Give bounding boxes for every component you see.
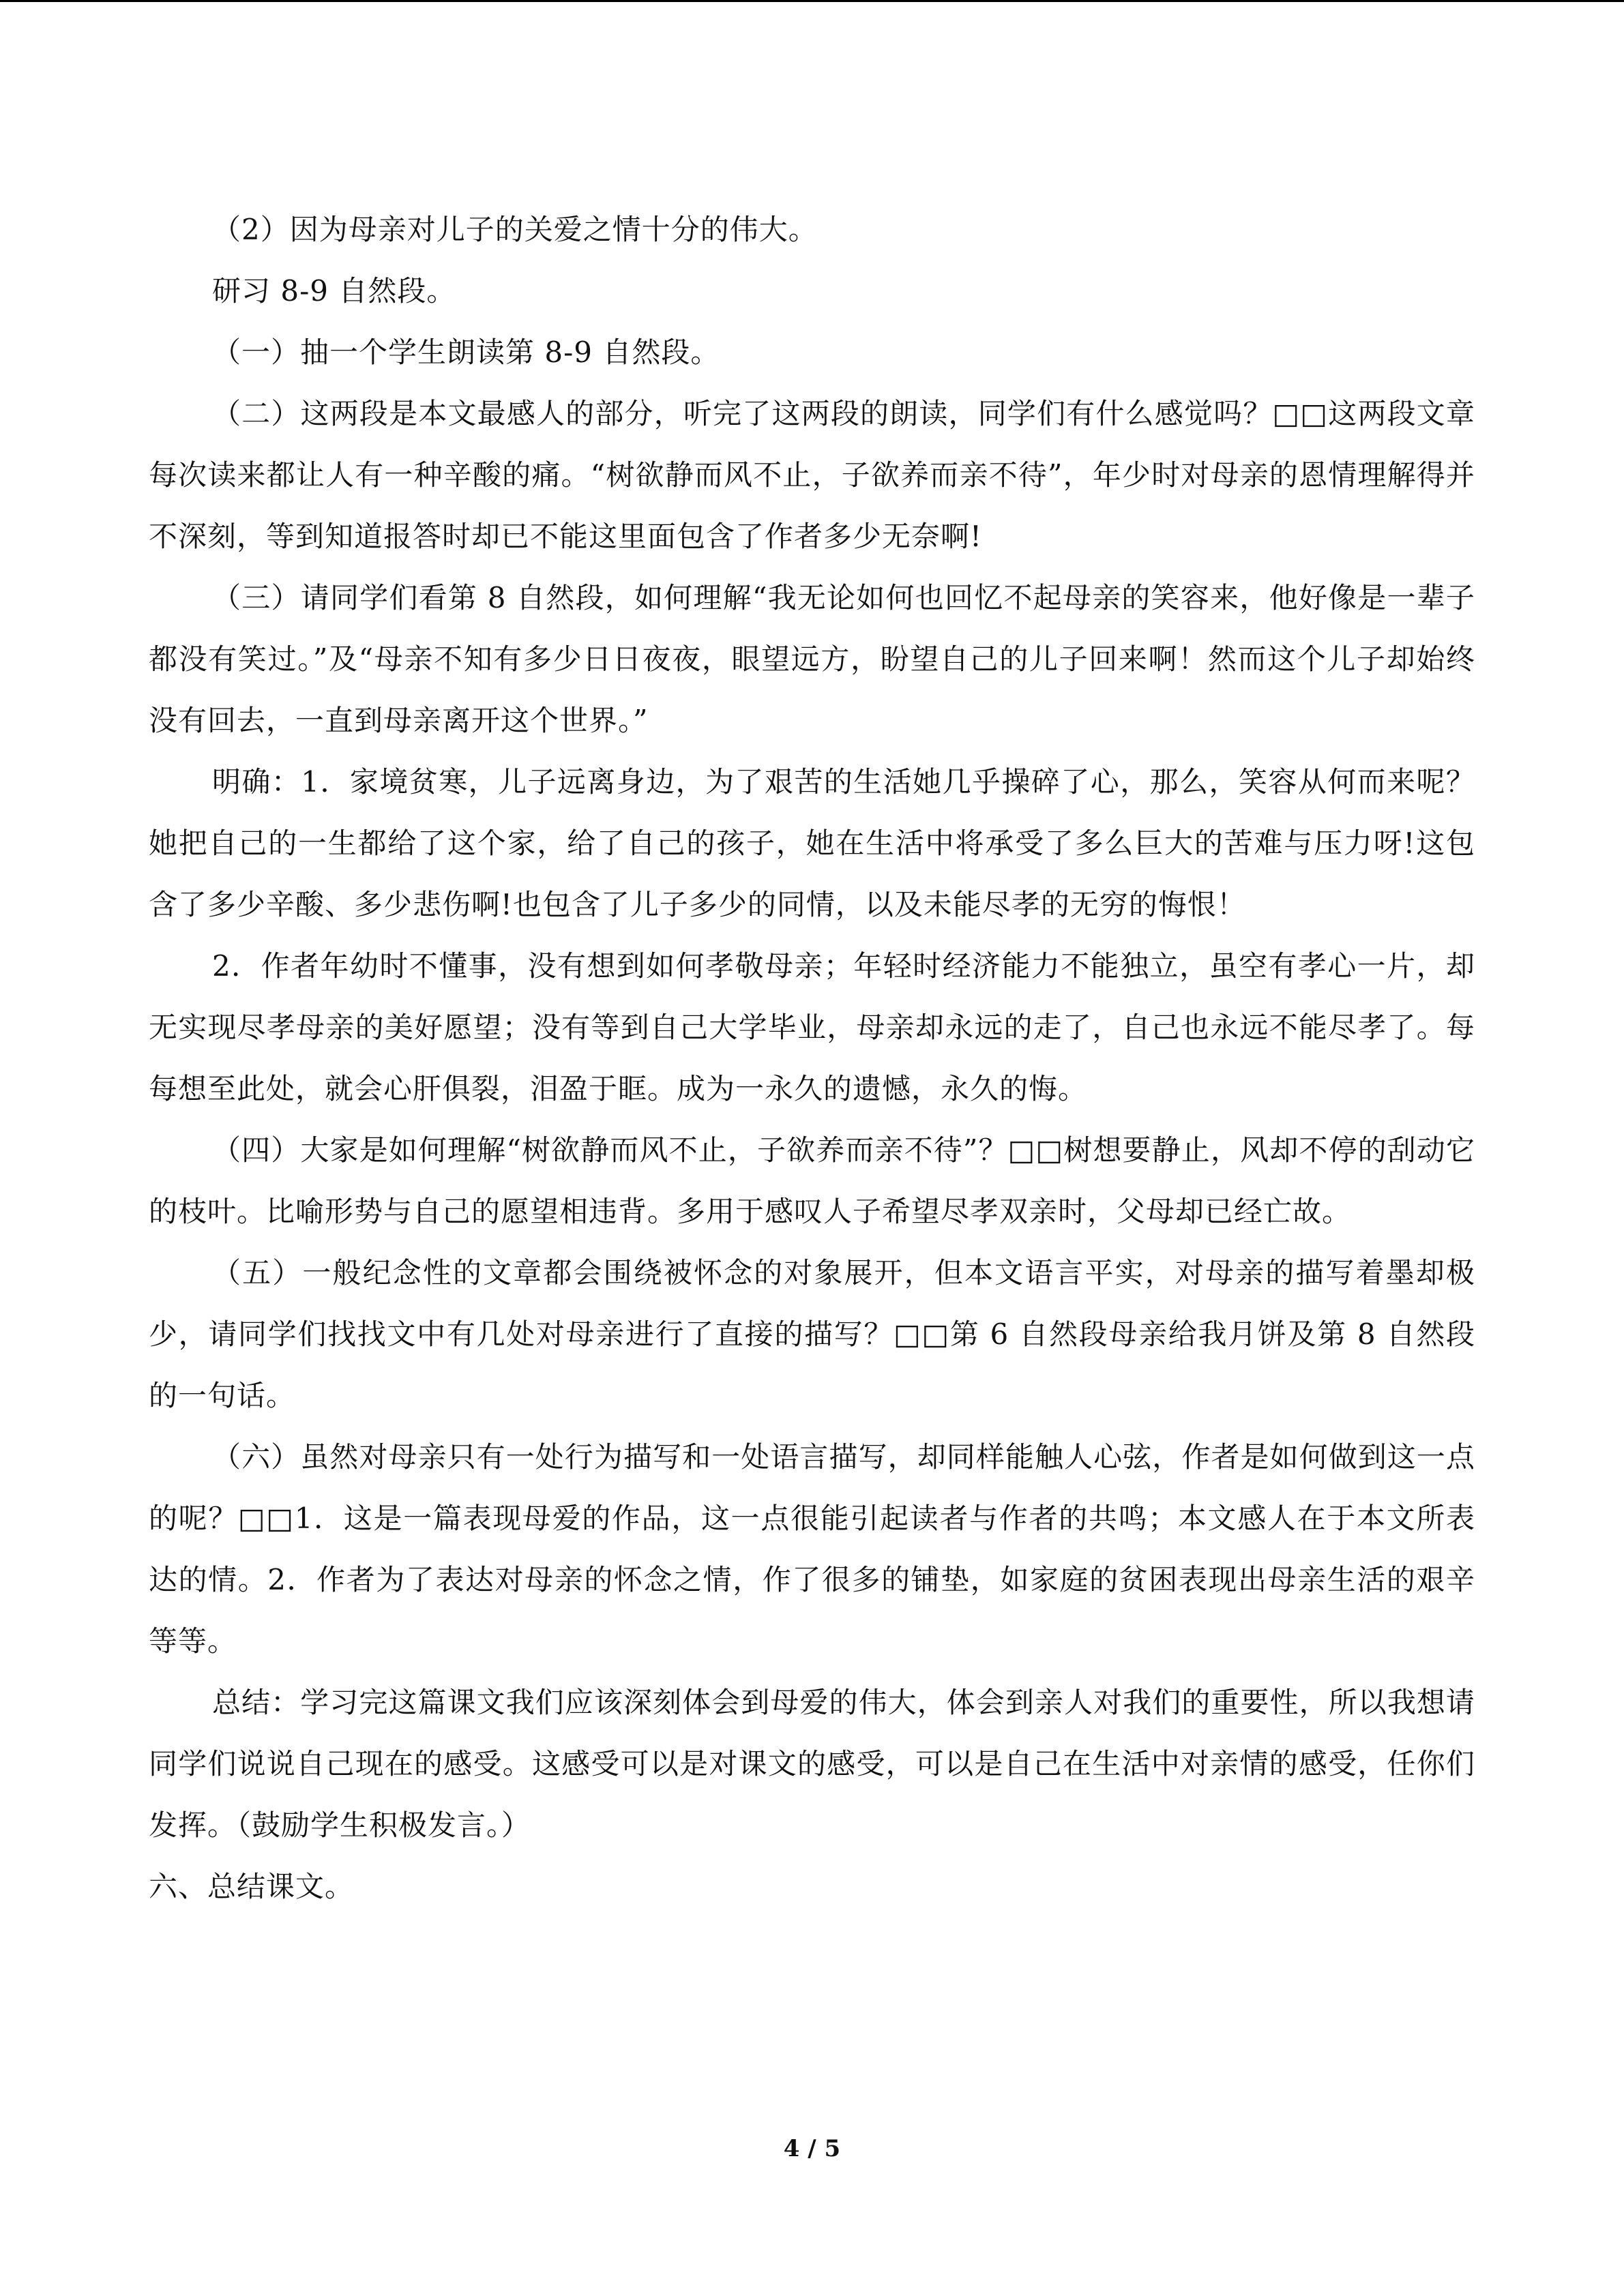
paragraph-study-heading: 研习 8-9 自然段。 <box>212 274 456 308</box>
document-body <box>149 199 1475 1918</box>
paragraph-answer-2: （2）因为母亲对儿子的关爱之情十分的伟大。 <box>212 213 818 246</box>
page-number: 4 / 5 <box>783 2135 841 2162</box>
paragraph-step-1: （一）抽一个学生朗读第 8-9 自然段。 <box>212 336 720 369</box>
section-heading-six: 六、总结课文。 <box>149 1870 355 1903</box>
paragraph-step-3: （三）请同学们看第 8 自然段，如何理解“我无论如何也回忆不起母亲的笑容来，他好像是一辈子都没有笑过。”及“母亲不知有多少日日夜夜，眼望远方，盼望自己的儿子回来啊！然而这个儿子却始终没有回去，一直到母亲离开这个世界。” <box>149 581 1475 737</box>
paragraph-step-4: （四）大家是如何理解“树欲静而风不止，子欲养而亲不待”？□□树想要静止，风却不停的刮动它的枝叶。比喻形势与自己的愿望相违背。多用于感叹人子希望尽孝双亲时，父母却已经亡故。 <box>149 1133 1475 1228</box>
top-border-line <box>0 0 1624 2</box>
paragraph-clarification-2: 2．作者年幼时不懂事，没有想到如何孝敬母亲；年轻时经济能力不能独立，虽空有孝心一片，却无实现尽孝母亲的美好愿望；没有等到自己大学毕业，母亲却永远的走了，自己也永远不能尽孝了。每每想至此处，就会心肝俱裂，泪盈于眶。成为一永久的遗憾，永久的悔。 <box>149 949 1475 1105</box>
paragraph-step-6: （六）虽然对母亲只有一处行为描写和一处语言描写，却同样能触人心弦，作者是如何做到这一点的呢？□□1．这是一篇表现母爱的作品，这一点很能引起读者与作者的共鸣；本文感人在于本文所表达的情。2．作者为了表达对母亲的怀念之情，作了很多的铺垫，如家庭的贫困表现出母亲生活的艰辛等等。 <box>149 1440 1475 1658</box>
paragraph-step-5: （五）一般纪念性的文章都会围绕被怀念的对象展开，但本文语言平实，对母亲的描写着墨却极少，请同学们找找文中有几处对母亲进行了直接的描写？□□第 6 自然段母亲给我月饼及第 8 自然段的一句话。 <box>149 1256 1475 1412</box>
paragraph-summary: 总结：学习完这篇课文我们应该深刻体会到母爱的伟大，体会到亲人对我们的重要性，所以我想请同学们说说自己现在的感受。这感受可以是对课文的感受，可以是自己在生活中对亲情的感受，任你们发挥。（鼓励学生积极发言。） <box>149 1686 1475 1842</box>
paragraph-step-2: （二）这两段是本文最感人的部分，听完了这两段的朗读，同学们有什么感觉吗？□□这两段文章每次读来都让人有一种辛酸的痛。“树欲静而风不止，子欲养而亲不待”，年少时对母亲的恩情理解得并不深刻，等到知道报答时却已不能这里面包含了作者多少无奈啊! <box>149 397 1475 553</box>
paragraph-clarification-1: 明确：1．家境贫寒，儿子远离身边，为了艰苦的生活她几乎操碎了心，那么，笑容从何而来呢？她把自己的一生都给了这个家，给了自己的孩子，她在生活中将承受了多么巨大的苦难与压力呀!这包含了多少辛酸、多少悲伤啊!也包含了儿子多少的同情，以及未能尽孝的无穷的悔恨！ <box>149 765 1475 921</box>
